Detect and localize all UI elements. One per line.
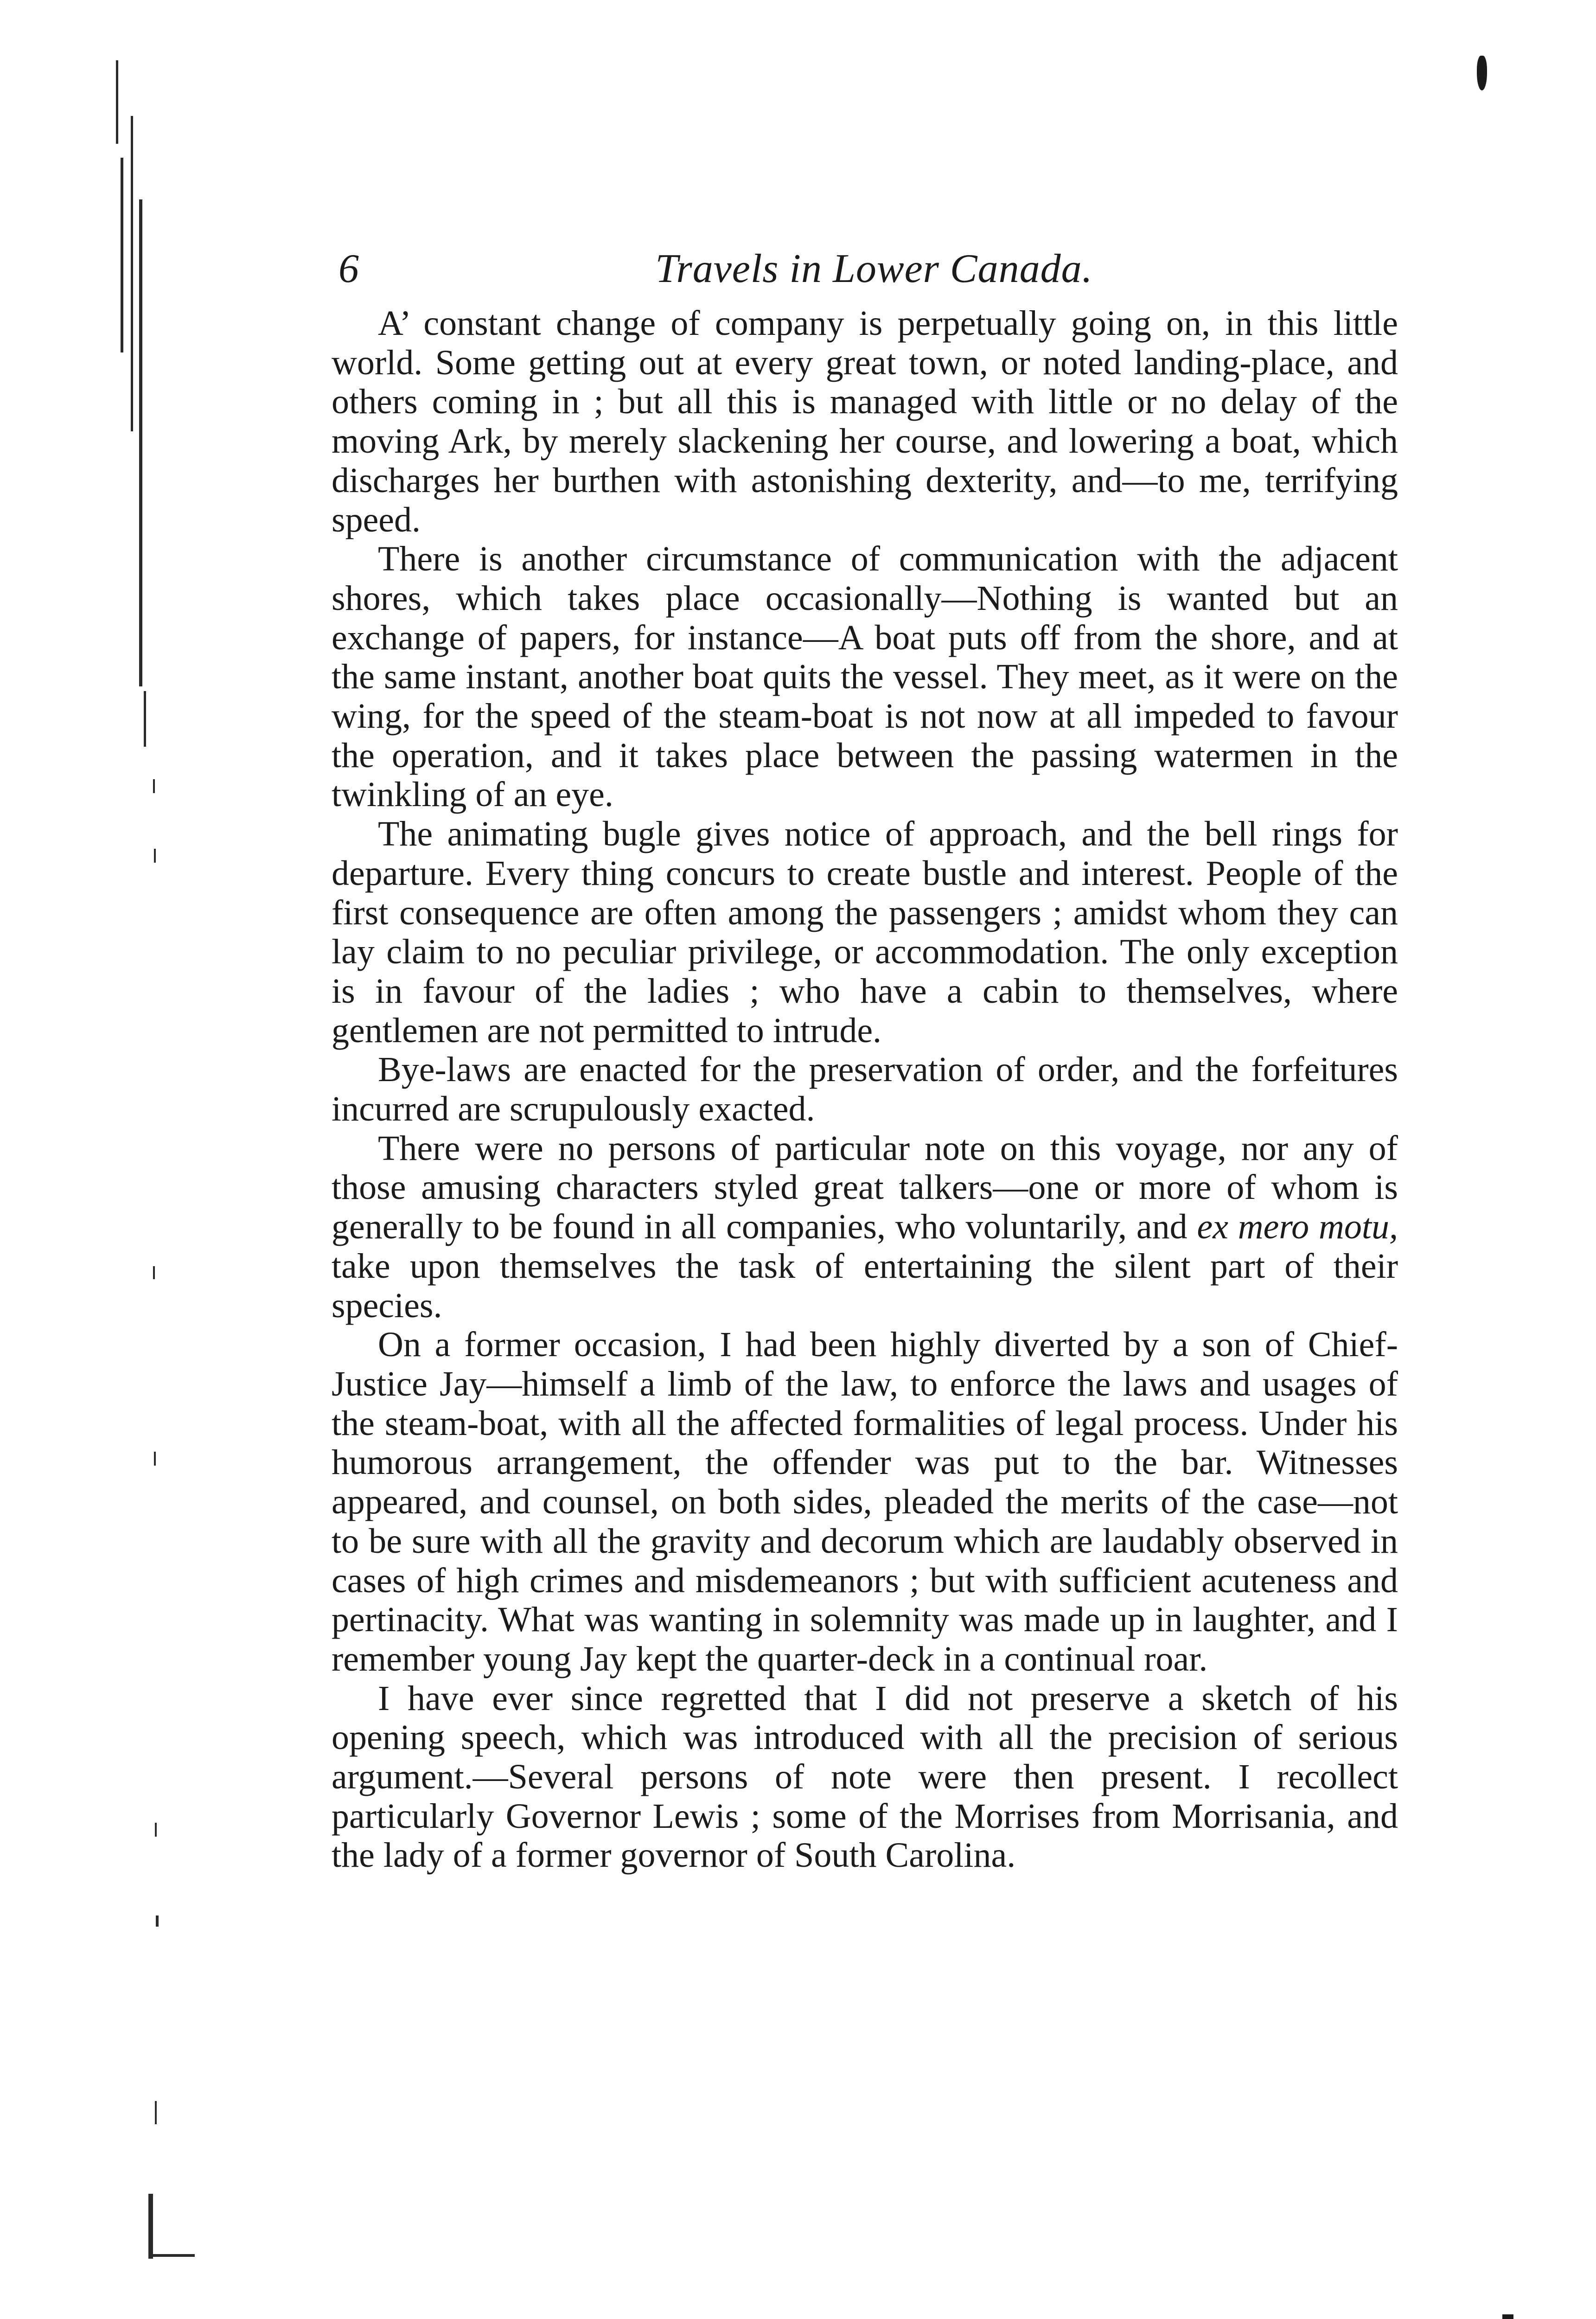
paragraph: There is another circumstance of communication with the adjacent shores, which takes place occasionally—Nothing is wanted but an exchange of papers, for instance—A boat puts off from the shore, and at the same instant, another boat quits the vessel. They meet, as it were on the wing, for the speed of the steam-boat is not now at all impeded to favour the operation, and it takes place between the passing watermen in the twinkling of an eye. — [332, 539, 1398, 814]
paragraph-text: There were no persons of particular note on this voyage, nor any of those amusing characters styled great talkers—one or more of whom is generally to be found in all companies, who voluntarily, and — [332, 1128, 1398, 1247]
paragraph: The animating bugle gives notice of approach, and the bell rings for departure. Every thing concurs to create bustle and interest. People of the first consequence are often among the passengers ; amidst whom they can lay claim to no peculiar privilege, or accommodation. The only exception is in favour of the ladies ; who have a cabin to themselves, where gentlemen are not permitted to intrude. — [332, 814, 1398, 1050]
body-text — [332, 304, 1398, 1875]
paragraph: A’ constant change of company is perpetually going on, in this little world. Some getting out at every great town, or noted landing-place, and others coming in ; but all this is managed with little or no delay of the moving Ark, by merely slackening her course, and lowering a boat, which discharges her burthen with astonishing dexterity, and—to me, terrifying speed. — [332, 304, 1398, 539]
paragraph-text: take upon themselves the task of entertaining the silent part of their species. — [332, 1246, 1398, 1325]
page-number: 6 — [338, 246, 359, 291]
corner-scan-mark — [1477, 56, 1487, 90]
running-title: Travels in Lower Canada. — [655, 246, 1093, 291]
paragraph: On a former occasion, I had been highly diverted by a son of Chief-Justice Jay—himself a limb of the law, to enforce the laws and usages of the steam-boat, with all the affected formalities of legal process. Under his humorous arrangement, the offender was put to the bar. Witnesses appeared, and counsel, on both sides, pleaded the merits of the case—not to be sure with all the gravity and decorum which are laudably observed in cases of high crimes and misdemeanors ; but with sufficient acuteness and pertinacity. What was wanting in solemnity was made up in laughter, and I remember young Jay kept the quarter-deck in a continual roar. — [332, 1325, 1398, 1678]
paragraph: I have ever since regretted that I did not preserve a sketch of his opening speech, which was introduced with all the precision of serious argument.—Several persons of note were then present. I recollect particularly Governor Lewis ; some of the Morrises from Morrisania, and the lady of a former governor of South Carolina. — [332, 1678, 1398, 1875]
paragraph: Bye-laws are enacted for the preservation of order, and the forfeitures incurred are scrupulously exacted. — [332, 1050, 1398, 1129]
gutter-scan-marks — [107, 60, 185, 2319]
paragraph — [332, 1129, 1398, 1326]
page-header — [338, 241, 1410, 297]
italic-phrase: ex mero motu, — [1197, 1207, 1398, 1247]
bottom-scan-mark — [1502, 2314, 1513, 2319]
